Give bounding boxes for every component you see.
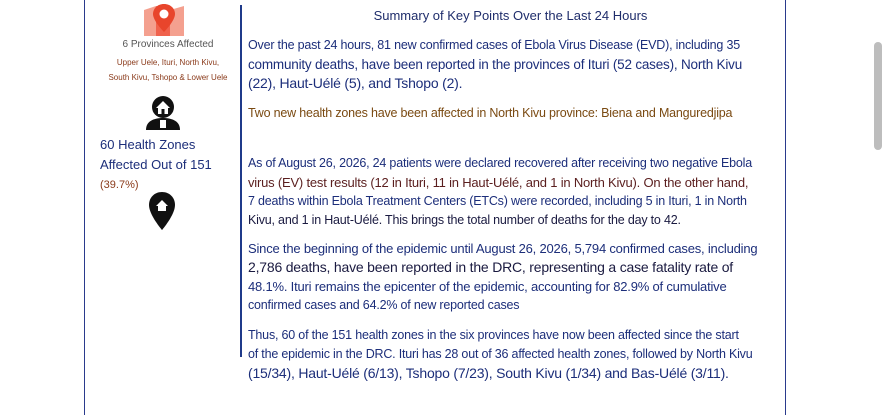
text-line: confirmed cases and 64.2% of new reported cases — [248, 298, 520, 312]
report-panel — [84, 0, 786, 415]
province-list-line: South Kivu, Tshopo & Lower Uele — [108, 73, 228, 82]
column-divider — [240, 5, 242, 357]
text-line: As of August 26, 2026, 24 patients were declared recovered after receiving two negative Ebola — [248, 156, 752, 170]
text-line: 48.1%. Ituri remains the epicenter of the epidemic, accounting for 82.9% of cumulative — [248, 279, 727, 294]
health-zones-count: 60 Health Zones — [100, 137, 196, 152]
text-line: (15/34), Haut-Uélé (6/13), Tshopo (7/23), South Kivu (1/34) and Bas-Uélé (3/11). — [248, 365, 729, 381]
provinces-affected-label: 6 Provinces Affected — [122, 39, 214, 50]
text-line: Over the past 24 hours, 81 new confirmed cases of Ebola Virus Disease (EVD), including 35 — [248, 38, 740, 52]
paragraph-health-zones — [248, 326, 773, 383]
text-line: virus (EV) test results (12 in Ituri, 11 in Haut-Uélé, and 1 in North Kivu). On the other hand, — [248, 175, 749, 190]
text-line: Since the beginning of the epidemic until August 26, 2026, 5,794 confirmed cases, including — [248, 241, 758, 256]
text-line: of the epidemic in the DRC. Ituri has 28 out of 36 affected health zones, followed by North Kivu — [248, 347, 753, 361]
province-list-line: Upper Uele, Ituri, North Kivu, — [116, 58, 220, 67]
text-line: Kivu, and 1 in Haut-Uélé. This brings the total number of deaths for the day to 42. — [248, 213, 681, 227]
vertical-scrollbar[interactable] — [874, 42, 882, 150]
text-line: Two new health zones have been affected in North Kivu province: Biena and Manguredjipa — [248, 106, 733, 120]
summary-title: Summary of Key Points Over the Last 24 Hours — [373, 8, 648, 23]
affected-percent: (39.7%) — [100, 179, 139, 191]
hospital-icon — [144, 95, 182, 131]
text-line: (22), Haut-Uélé (5), and Tshopo (2). — [248, 75, 463, 91]
text-line: 7 deaths within Ebola Treatment Centers (ETCs) were recorded, including 5 in Ituri, 1 in North — [248, 194, 747, 208]
paragraph-new-cases — [248, 36, 773, 93]
text-line: 2,786 deaths, have been reported in the DRC, representing a case fatality rate of — [248, 259, 733, 275]
paragraph-cumulative — [248, 239, 773, 315]
text-line: Thus, 60 of the 151 health zones in the six provinces have now been affected since the start — [248, 328, 739, 342]
paragraph-new-zones — [248, 104, 773, 123]
map-location-icon — [142, 2, 186, 38]
paragraph-recoveries — [248, 154, 773, 230]
location-pin-icon — [148, 191, 176, 231]
text-line: community deaths, have been reported in the provinces of Ituri (52 cases), North Kivu — [248, 57, 743, 72]
affected-out-of: Affected Out of 151 — [100, 157, 212, 172]
